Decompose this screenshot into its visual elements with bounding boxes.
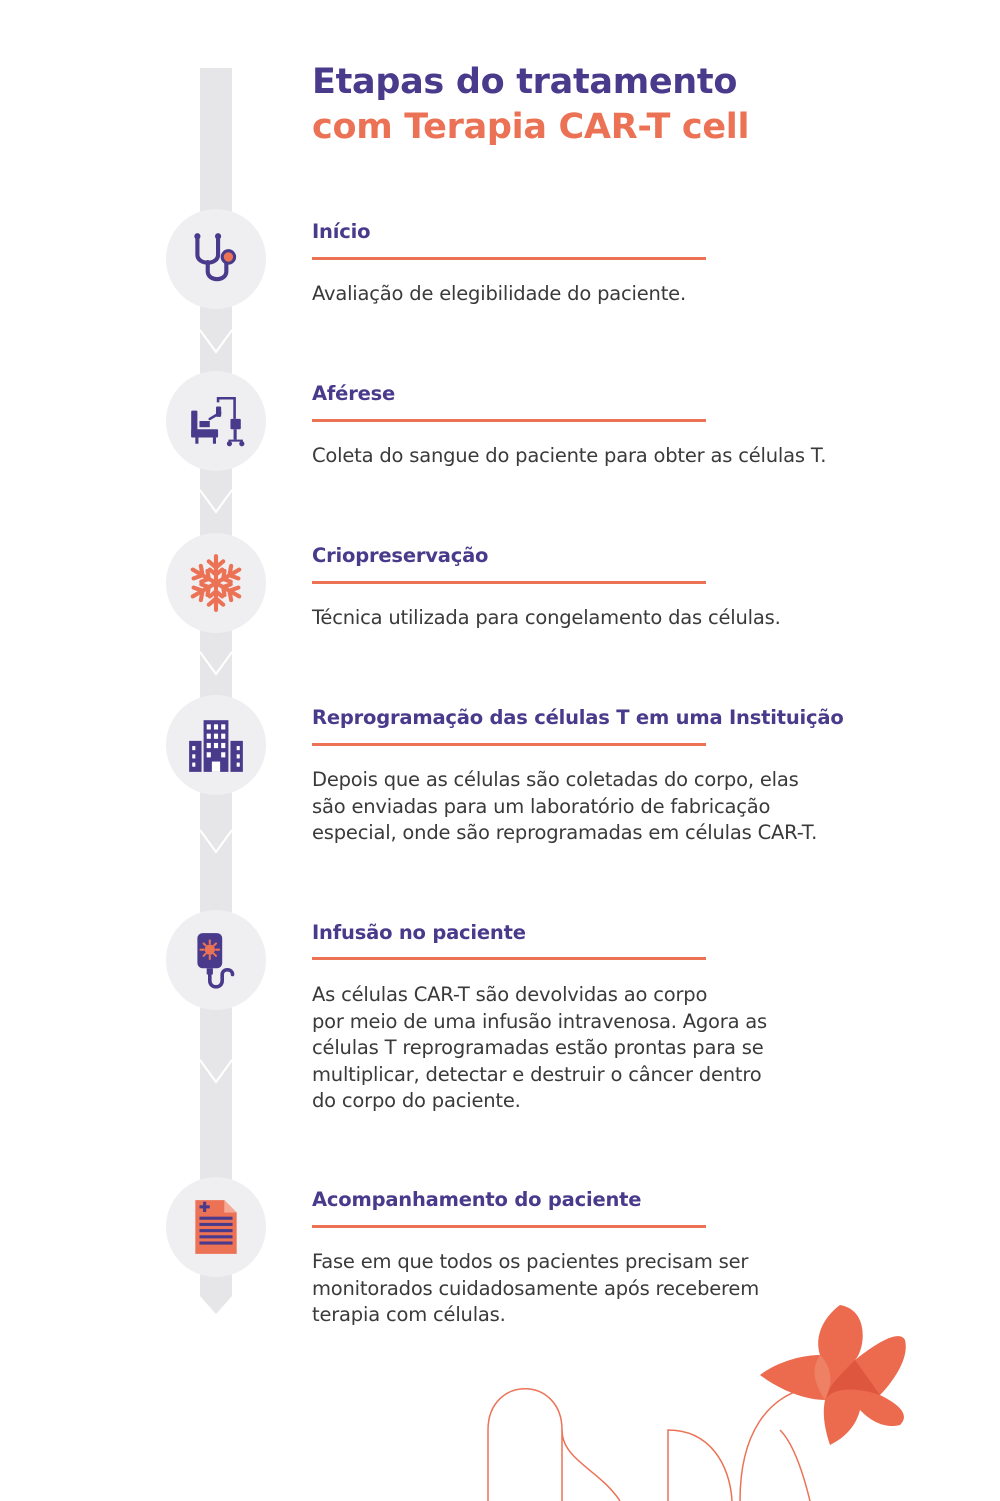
step-divider (312, 257, 706, 260)
desc-line: As células CAR-T são devolvidas ao corpo (312, 983, 708, 1006)
step-title: Criopreservação (312, 544, 489, 567)
step-title: Aférese (312, 382, 396, 405)
step-description (312, 982, 872, 1115)
step-divider (312, 581, 706, 584)
title-line-2: com Terapia CAR-T cell (312, 107, 750, 147)
step-description (312, 605, 872, 632)
step-title: Acompanhamento do paciente (312, 1188, 642, 1211)
hospital-building-icon (166, 695, 266, 795)
step-divider (312, 419, 706, 422)
step-description (312, 443, 872, 470)
page-title (312, 60, 749, 150)
desc-line: multiplicar, detectar e destruir o câncer dentro (312, 1062, 762, 1086)
title-line-1: Etapas do tratamento (312, 62, 738, 102)
snowflake-icon (166, 533, 266, 633)
step-title: Reprogramação das células T em uma Instituição (312, 706, 844, 729)
desc-line: Avaliação de elegibilidade do paciente. (312, 282, 686, 305)
step-divider (312, 957, 706, 960)
medical-report-icon (166, 1177, 266, 1277)
desc-line: Fase em que todos os pacientes precisam ser (312, 1250, 749, 1273)
desc-line: do corpo do paciente. (312, 1089, 521, 1112)
desc-line: células T reprogramadas estão prontas para se (312, 1036, 764, 1059)
stethoscope-icon (166, 209, 266, 309)
desc-line: terapia com células. (312, 1303, 506, 1326)
desc-line: monitorados cuidadosamente após receberem (312, 1276, 760, 1300)
desc-line: Coleta do sangue do paciente para obter as células T. (312, 444, 827, 467)
step-divider (312, 743, 706, 746)
desc-line: Técnica utilizada para congelamento das células. (312, 606, 781, 629)
desc-line: Depois que as células são coletadas do corpo, elas (312, 768, 799, 791)
step-description (312, 281, 872, 308)
apheresis-chair-icon (166, 371, 266, 471)
decorative-flower-graphic (470, 1290, 1000, 1501)
step-title: Infusão no paciente (312, 921, 526, 944)
step-title: Início (312, 220, 371, 243)
iv-bag-icon (166, 910, 266, 1010)
desc-line: especial, onde são reprogramadas em células CAR-T. (312, 821, 818, 844)
step-description (312, 767, 872, 847)
step-divider (312, 1225, 706, 1228)
desc-line: por meio de uma infusão intravenosa. Agora as (312, 1009, 768, 1033)
desc-line: são enviadas para um laboratório de fabricação (312, 794, 771, 818)
